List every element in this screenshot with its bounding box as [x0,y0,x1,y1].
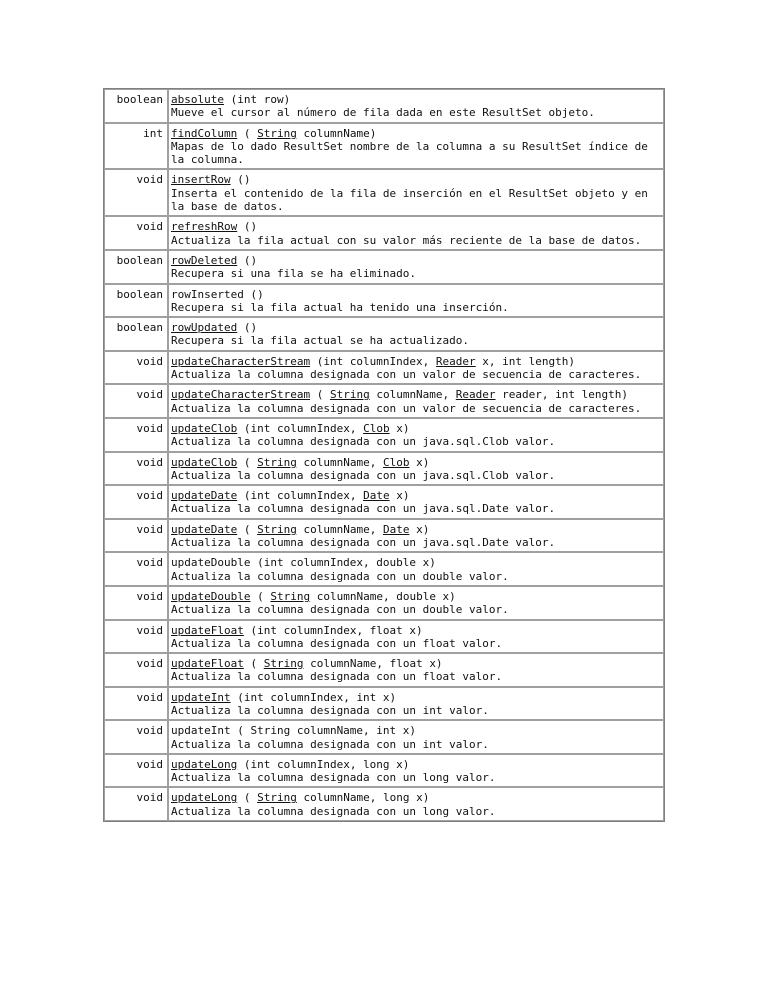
signature-link[interactable]: Reader [435,354,476,368]
return-type: void [104,653,168,687]
signature-link[interactable]: Clob [382,455,410,469]
method-signature [171,489,661,502]
table-row [104,586,664,620]
signature-link[interactable]: String [257,126,297,140]
signature-link[interactable]: absolute [171,93,224,106]
method-description: Actualiza la fila actual con su valor más reciente de la base de datos. [171,233,642,247]
method-signature [171,523,661,536]
return-type: void [104,586,168,620]
method-description: Actualiza la columna designada con un valor de secuencia de caracteres. [171,401,642,415]
signature-text: updateDouble (int columnIndex, double x) [171,556,436,570]
method-signature [171,556,661,569]
return-type: void [104,452,168,486]
signature-text: () [237,253,258,267]
method-cell [168,687,664,721]
signature-link[interactable]: String [263,657,304,671]
signature-link[interactable]: Date [382,522,410,536]
method-cell [168,586,664,620]
signature-text: () [237,220,258,234]
table-row [104,216,664,250]
signature-text: (int row) [223,93,291,106]
method-description: Actualiza la columna designada con un int valor. [171,737,489,751]
method-cell [168,169,664,216]
signature-link[interactable]: updateClob [171,421,238,435]
table-row [104,250,664,284]
signature-link[interactable]: Clob [363,421,390,435]
method-cell [168,754,664,788]
table-row [104,384,664,418]
signature-text: ( [237,126,258,140]
signature-link[interactable]: updateCharacterStream [171,354,311,368]
return-type: int [104,123,168,170]
table-row [104,351,664,385]
signature-text: x) [409,522,430,536]
table-row [104,720,664,754]
method-description: Actualiza la columna designada con un valor de secuencia de caracteres. [171,368,642,382]
method-signature [171,724,661,737]
table-row [104,620,664,654]
method-signature [171,220,661,233]
method-signature [171,355,661,368]
method-signature [171,691,661,704]
method-signature [171,590,661,603]
method-description: Actualiza la columna designada con un int valor. [171,703,489,717]
method-description: Mapas de lo dado ResultSet nombre de la columna a su ResultSet índice de la columna. [171,139,648,167]
return-type: void [104,485,168,519]
return-type: void [104,720,168,754]
return-type: void [104,418,168,452]
signature-link[interactable]: updateDate [171,522,238,536]
method-description: Inserta el contenido de la fila de inserción en el ResultSet objeto y en la base de datos. [171,186,648,214]
method-signature [171,388,661,401]
table-row [104,317,664,351]
signature-text: ( [237,791,258,805]
return-type: void [104,216,168,250]
table-row [104,519,664,553]
return-type: void [104,384,168,418]
method-cell [168,552,664,586]
signature-link[interactable]: updateInt [171,690,231,704]
method-cell [168,620,664,654]
signature-text: ( [310,388,330,402]
signature-text: (int columnIndex, int x) [230,690,397,704]
table-row [104,687,664,721]
signature-text: reader, int length) [495,388,628,402]
method-description: Recupera si la fila actual se ha actualizado. [171,334,470,348]
method-cell [168,89,664,123]
return-type: boolean [104,284,168,318]
signature-text: columnName, [369,388,456,402]
method-cell [168,123,664,170]
method-description: Actualiza la columna designada con un java.sql.Clob valor. [171,468,556,482]
signature-link[interactable]: updateClob [171,455,238,469]
method-signature [171,254,661,267]
signature-text: ( [237,522,258,536]
signature-link[interactable]: refreshRow [171,220,238,234]
method-signature [171,791,661,804]
method-cell [168,452,664,486]
table-row [104,754,664,788]
signature-text: (int columnIndex, [237,421,364,435]
return-type: void [104,687,168,721]
method-description: Actualiza la columna designada con un java.sql.Date valor. [171,502,556,516]
return-type: boolean [104,317,168,351]
method-signature [171,127,661,140]
table-row [104,284,664,318]
method-signature [171,173,661,186]
return-type: void [104,787,168,821]
signature-text: columnName, [296,455,383,469]
method-signature [171,288,661,301]
method-cell [168,485,664,519]
signature-text: updateInt ( String columnName, int x) [171,724,417,738]
table-row [104,653,664,687]
table-row [104,787,664,821]
method-cell [168,418,664,452]
table-row [104,123,664,170]
signature-text: x) [389,421,410,435]
signature-link[interactable]: updateDouble [171,589,251,603]
table-row [104,169,664,216]
signature-link[interactable]: String [257,522,297,536]
method-signature [171,93,661,106]
signature-text: (int columnIndex, long x) [237,757,410,771]
signature-link[interactable]: updateFloat [171,623,244,637]
method-table [103,88,665,822]
method-cell [168,384,664,418]
signature-text: x) [389,489,410,503]
method-description: Actualiza la columna designada con un float valor. [171,670,503,684]
method-description: Actualiza la columna designada con un double valor. [171,569,509,583]
signature-link[interactable]: Reader [455,388,496,402]
method-description: Actualiza la columna designada con un long valor. [171,804,496,818]
table-row [104,485,664,519]
method-description: Recupera si una fila se ha eliminado. [171,267,417,281]
method-cell [168,284,664,318]
return-type: void [104,351,168,385]
method-cell [168,216,664,250]
method-signature [171,422,661,435]
signature-link[interactable]: rowDeleted [171,253,238,267]
method-signature [171,624,661,637]
signature-link[interactable]: findColumn [171,126,238,140]
method-cell [168,351,664,385]
signature-link[interactable]: String [329,388,370,402]
return-type: boolean [104,250,168,284]
method-signature [171,321,661,334]
return-type: void [104,754,168,788]
method-cell [168,519,664,553]
signature-link[interactable]: rowUpdated [171,321,238,335]
method-cell [168,653,664,687]
signature-text: columnName) [296,126,377,140]
method-description: Actualiza la columna designada con un double valor. [171,603,509,617]
method-description: Actualiza la columna designada con un java.sql.Clob valor. [171,435,556,449]
method-cell [168,250,664,284]
method-table-body [104,89,664,821]
signature-link[interactable]: updateFloat [171,657,244,671]
table-row [104,452,664,486]
signature-text: columnName, [296,522,383,536]
method-description: Actualiza la columna designada con un java.sql.Date valor. [171,536,556,550]
signature-text: x) [409,455,430,469]
method-description: Actualiza la columna designada con un long valor. [171,771,496,785]
signature-text: columnName, long x) [296,791,430,805]
table-row [104,89,664,123]
table-row [104,418,664,452]
signature-text: columnName, double x) [310,589,456,603]
signature-text: () [237,321,258,335]
method-signature [171,758,661,771]
signature-link[interactable]: String [257,455,297,469]
method-cell [168,787,664,821]
signature-text: x, int length) [475,354,576,368]
return-type: void [104,519,168,553]
return-type: void [104,552,168,586]
method-summary [103,88,665,822]
return-type: void [104,620,168,654]
return-type: boolean [104,89,168,123]
method-description: Actualiza la columna designada con un float valor. [171,636,503,650]
signature-text: ( [243,657,264,671]
signature-text: rowInserted () [171,287,264,301]
method-description: Mueve el cursor al número de fila dada en este ResultSet objeto. [171,106,595,120]
signature-link[interactable]: updateCharacterStream [171,388,311,402]
signature-text: (int columnIndex, float x) [243,623,423,637]
signature-text: () [230,173,251,187]
signature-text: columnName, float x) [303,657,443,671]
signature-link[interactable]: updateLong [171,791,238,805]
signature-text: ( [250,589,271,603]
signature-text: ( [237,455,258,469]
signature-link[interactable]: String [270,589,311,603]
method-description: Recupera si la fila actual ha tenido una inserción. [171,300,509,314]
signature-link[interactable]: String [257,791,297,805]
method-cell [168,720,664,754]
signature-link[interactable]: updateDate [171,489,238,503]
signature-link[interactable]: insertRow [171,173,231,187]
signature-text: (int columnIndex, [237,489,364,503]
signature-text: (int columnIndex, [310,354,436,368]
method-signature [171,657,661,670]
signature-link[interactable]: Date [363,489,390,503]
method-signature [171,456,661,469]
return-type: void [104,169,168,216]
signature-link[interactable]: updateLong [171,757,238,771]
method-cell [168,317,664,351]
table-row [104,552,664,586]
